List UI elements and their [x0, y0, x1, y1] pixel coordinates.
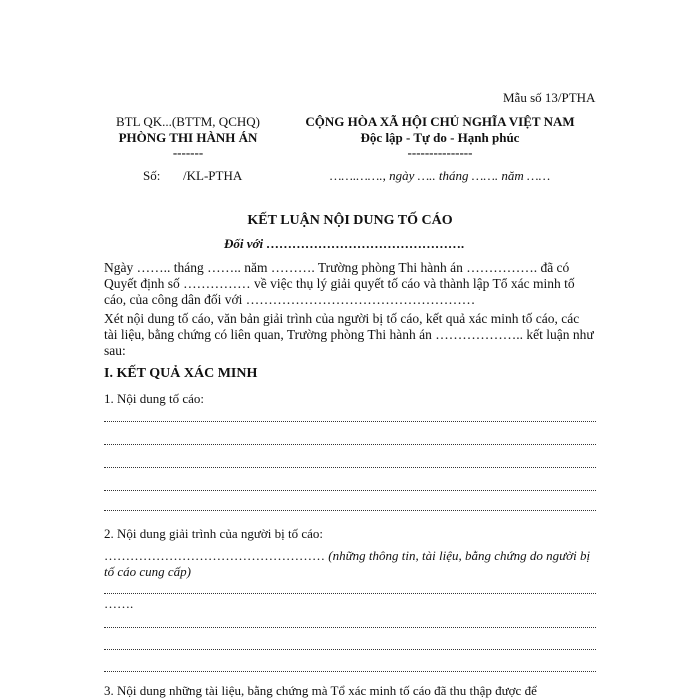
dotted-fill-line	[104, 509, 596, 511]
right-header-underline: ---------------	[407, 145, 473, 160]
agency-name: BTL QK...(BTTM, QCHQ)	[116, 114, 260, 129]
document-number-label: Số:	[143, 168, 161, 183]
item-complaint-content: 1. Nội dung tố cáo:	[104, 391, 205, 406]
document-number-value: /KL-PTHA	[183, 168, 243, 183]
section-heading-verification: I. KẾT QUẢ XÁC MINH	[104, 366, 258, 381]
item-collected-evidence: 3. Nội dung những tài liệu, bằng chứng mà Tổ xác minh tố cáo đã thu thập được để	[104, 683, 537, 698]
department-name: PHÒNG THI HÀNH ÁN	[118, 130, 258, 145]
explanation-continuation: …….	[104, 596, 134, 611]
dotted-fill-line	[104, 443, 596, 445]
place-date-line: …….……., ngày ….. tháng ……. năm ……	[329, 168, 551, 183]
left-header-underline: -------	[172, 145, 204, 160]
dotted-fill-line	[104, 626, 596, 628]
dotted-fill-line	[104, 592, 596, 594]
national-motto: Độc lập - Tự do - Hạnh phúc	[360, 130, 520, 145]
basis-paragraph: Xét nội dung tố cáo, văn bản giải trình của người bị tố cáo, kết quả xác minh tố cáo, các tài liệu, bằng chứng có liên quan, Trường phòng Thi hành án ……………….. kết luận như sau:	[104, 311, 594, 358]
explanation-line	[104, 548, 596, 580]
intro-paragraph: Ngày …….. tháng …….. năm ………. Trường phòng Thi hành án ……………. đã có Quyết định số …………… về việc thụ lý giải quyết tố cáo và thành lập Tổ xác minh tố cáo, của công dân đối với ……………………………………………	[104, 260, 575, 307]
dotted-fill-line	[104, 466, 596, 468]
explanation-note: (những thông tin, tài liệu, bằng chứng do người bị tố cáo cung cấp)	[104, 548, 591, 579]
document-subtitle: Đối với ……………………………………….	[224, 236, 465, 251]
dotted-fill-line	[104, 648, 596, 650]
document-title: KẾT LUẬN NỘI DUNG TỐ CÁO	[247, 213, 453, 228]
national-title: CỘNG HÒA XÃ HỘI CHỦ NGHĨA VIỆT NAM	[305, 114, 575, 129]
item-accused-explanation: 2. Nội dung giải trình của người bị tố cáo:	[104, 526, 323, 541]
explanation-dots: ……………………………………………	[104, 548, 325, 563]
form-number: Mẫu số 13/PTHA	[503, 90, 596, 105]
dotted-fill-line	[104, 489, 596, 491]
dotted-fill-line	[104, 420, 596, 422]
dotted-fill-line	[104, 670, 596, 672]
